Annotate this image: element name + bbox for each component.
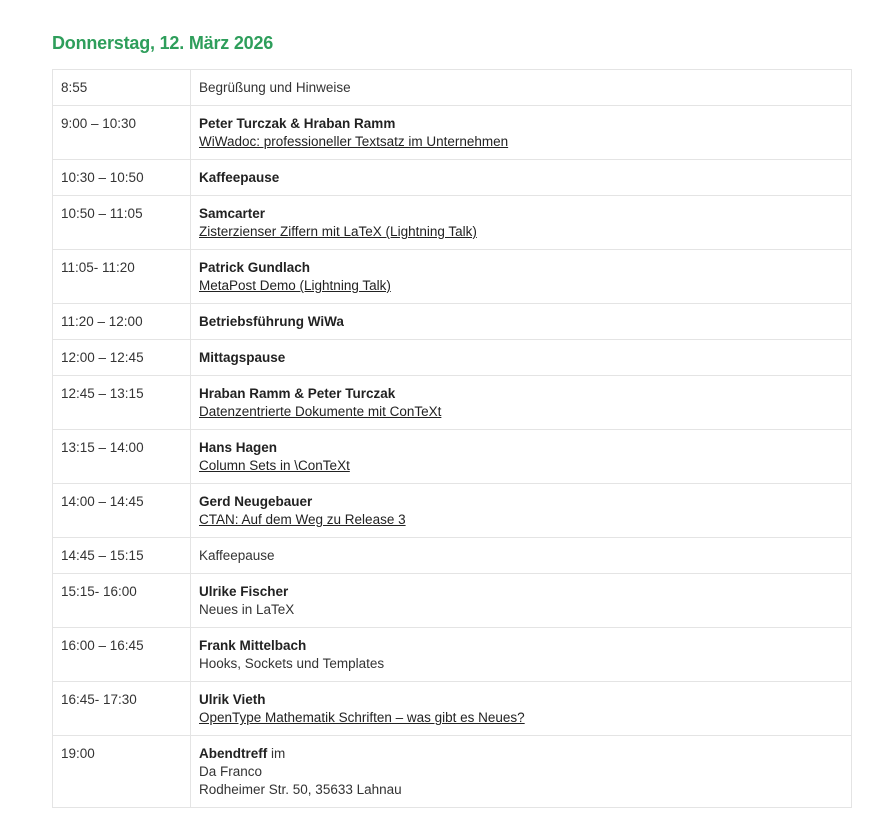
session-cell: [191, 196, 852, 250]
talk-title: Neues in LaTeX: [199, 602, 295, 617]
schedule-row: [53, 682, 852, 736]
schedule-row: [53, 340, 852, 376]
day-heading: Donnerstag, 12. März 2026: [52, 33, 274, 53]
schedule-row: [53, 736, 852, 808]
talk-link[interactable]: WiWadoc: professioneller Textsatz im Unternehmen: [199, 134, 509, 149]
session-cell: [191, 70, 852, 106]
talk-title: Hooks, Sockets und Templates: [199, 656, 385, 671]
session-cell: [191, 736, 852, 808]
talk-link[interactable]: Column Sets in \ConTeXt: [199, 458, 350, 473]
time-cell: 10:50 – 11:05: [53, 196, 191, 250]
time-cell: 10:30 – 10:50: [53, 160, 191, 196]
talk-link[interactable]: OpenType Mathematik Schriften – was gibt es Neues?: [199, 710, 525, 725]
session-cell: [191, 538, 852, 574]
schedule-row: [53, 574, 852, 628]
time-cell: 12:45 – 13:15: [53, 376, 191, 430]
schedule-row: [53, 430, 852, 484]
session-cell: [191, 574, 852, 628]
session-cell: [191, 376, 852, 430]
event-suffix: im: [267, 746, 286, 761]
session-title: Betriebsführung WiWa: [199, 314, 344, 329]
speaker-name: Hans Hagen: [199, 440, 278, 455]
session-cell: [191, 106, 852, 160]
session-title: Kaffeepause: [199, 170, 280, 185]
talk-link[interactable]: MetaPost Demo (Lightning Talk): [199, 278, 391, 293]
speaker-name: Ulrik Vieth: [199, 692, 266, 707]
session-title: Mittagspause: [199, 350, 286, 365]
session-cell: [191, 304, 852, 340]
speaker-name: Peter Turczak & Hraban Ramm: [199, 116, 396, 131]
time-cell: 11:20 – 12:00: [53, 304, 191, 340]
schedule-row: [53, 196, 852, 250]
session-cell: [191, 250, 852, 304]
time-cell: 13:15 – 14:00: [53, 430, 191, 484]
schedule-table: [52, 69, 852, 808]
speaker-name: Patrick Gundlach: [199, 260, 311, 275]
schedule-row: [53, 304, 852, 340]
time-cell: 15:15- 16:00: [53, 574, 191, 628]
session-text: Kaffeepause: [199, 548, 275, 563]
time-cell: 8:55: [53, 70, 191, 106]
venue-line: Rodheimer Str. 50, 35633 Lahnau: [199, 782, 402, 797]
talk-link[interactable]: Zisterzienser Ziffern mit LaTeX (Lightning Talk): [199, 224, 477, 239]
schedule-row: [53, 160, 852, 196]
speaker-name: Ulrike Fischer: [199, 584, 289, 599]
speaker-name: Hraban Ramm & Peter Turczak: [199, 386, 396, 401]
session-text: Begrüßung und Hinweise: [199, 80, 351, 95]
session-cell: [191, 340, 852, 376]
time-cell: 12:00 – 12:45: [53, 340, 191, 376]
talk-link[interactable]: CTAN: Auf dem Weg zu Release 3: [199, 512, 406, 527]
talk-link[interactable]: Datenzentrierte Dokumente mit ConTeXt: [199, 404, 442, 419]
schedule-row: [53, 484, 852, 538]
session-cell: [191, 682, 852, 736]
session-cell: [191, 160, 852, 196]
venue-line: Da Franco: [199, 764, 263, 779]
speaker-name: Frank Mittelbach: [199, 638, 307, 653]
time-cell: 16:45- 17:30: [53, 682, 191, 736]
session-cell: [191, 430, 852, 484]
time-cell: 16:00 – 16:45: [53, 628, 191, 682]
schedule-row: [53, 376, 852, 430]
schedule-row: [53, 628, 852, 682]
speaker-name: Gerd Neugebauer: [199, 494, 313, 509]
schedule-body: [53, 70, 852, 808]
time-cell: 9:00 – 10:30: [53, 106, 191, 160]
time-cell: 11:05- 11:20: [53, 250, 191, 304]
time-cell: 14:00 – 14:45: [53, 484, 191, 538]
schedule-row: [53, 250, 852, 304]
time-cell: 19:00: [53, 736, 191, 808]
schedule-row: [53, 70, 852, 106]
event-name: Abendtreff: [199, 746, 268, 761]
session-cell: [191, 628, 852, 682]
event-line: [199, 745, 843, 763]
schedule-row: [53, 538, 852, 574]
session-cell: [191, 484, 852, 538]
schedule-row: [53, 106, 852, 160]
speaker-name: Samcarter: [199, 206, 266, 221]
time-cell: 14:45 – 15:15: [53, 538, 191, 574]
